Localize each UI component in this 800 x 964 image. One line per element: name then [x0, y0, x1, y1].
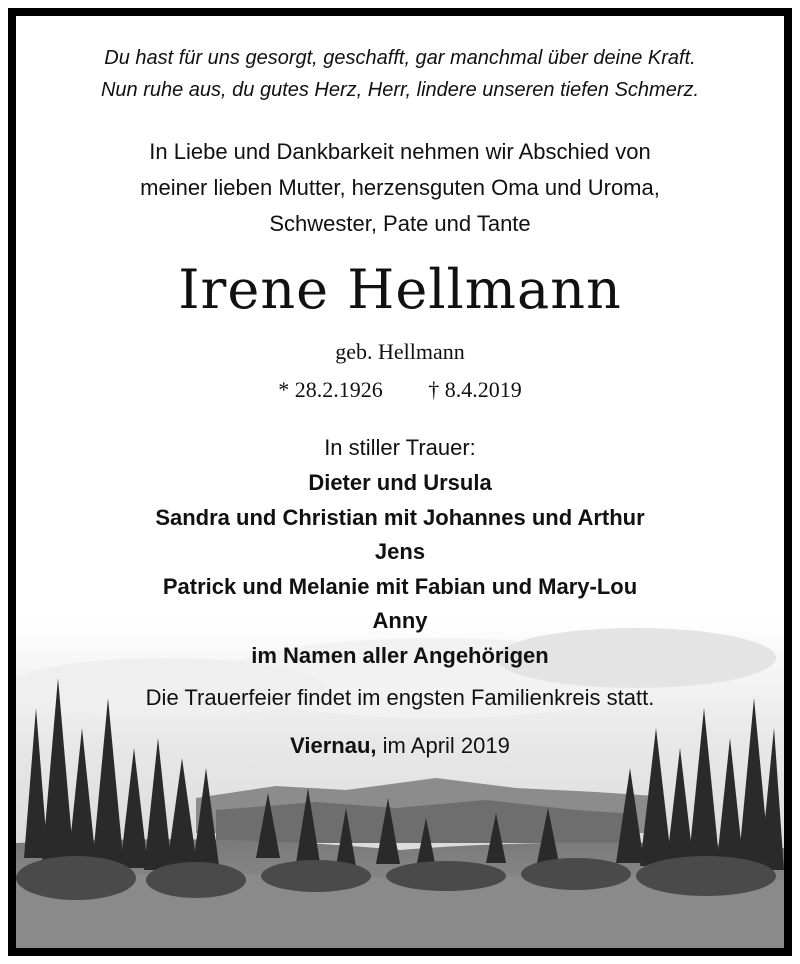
mourning-label: In stiller Trauer:: [324, 435, 476, 460]
intro-line: Schwester, Pate und Tante: [269, 211, 531, 236]
farewell-intro: [16, 134, 784, 242]
deceased-name: Irene Hellmann: [178, 258, 622, 321]
mourner-line: Dieter und Ursula: [308, 470, 492, 495]
intro-line: In Liebe und Dankbarkeit nehmen wir Abschied von: [149, 139, 651, 164]
obituary-frame: [8, 8, 792, 956]
place-and-date: [16, 728, 784, 764]
intro-line: meiner lieben Mutter, herzensguten Oma und Uroma,: [140, 175, 660, 200]
notice-date: im April 2019: [382, 733, 510, 758]
mourner-line: Patrick und Melanie mit Fabian und Mary-Lou: [162, 573, 638, 599]
maiden-name: geb. Hellmann: [335, 339, 465, 364]
verse-line: Du hast für uns gesorgt, geschafft, gar manchmal über deine Kraft.: [104, 47, 696, 69]
mourner-line: Anny: [372, 608, 428, 633]
funeral-note: Die Trauerfeier findet im engsten Familienkreis statt.: [145, 685, 655, 710]
memorial-verse: [16, 42, 784, 106]
mourner-line: Sandra und Christian mit Johannes und Arthur: [155, 504, 645, 530]
life-dates: [16, 376, 784, 404]
death-date: † 8.4.2019: [428, 377, 522, 402]
town-name: Viernau,: [290, 733, 377, 758]
mourners-list: [16, 466, 784, 673]
mourner-line: im Namen aller Angehörigen: [251, 642, 549, 668]
birth-date: * 28.2.1926: [278, 377, 383, 402]
verse-line: Nun ruhe aus, du gutes Herz, Herr, lindere unseren tiefen Schmerz.: [100, 79, 700, 101]
mourner-line: Jens: [374, 539, 426, 564]
